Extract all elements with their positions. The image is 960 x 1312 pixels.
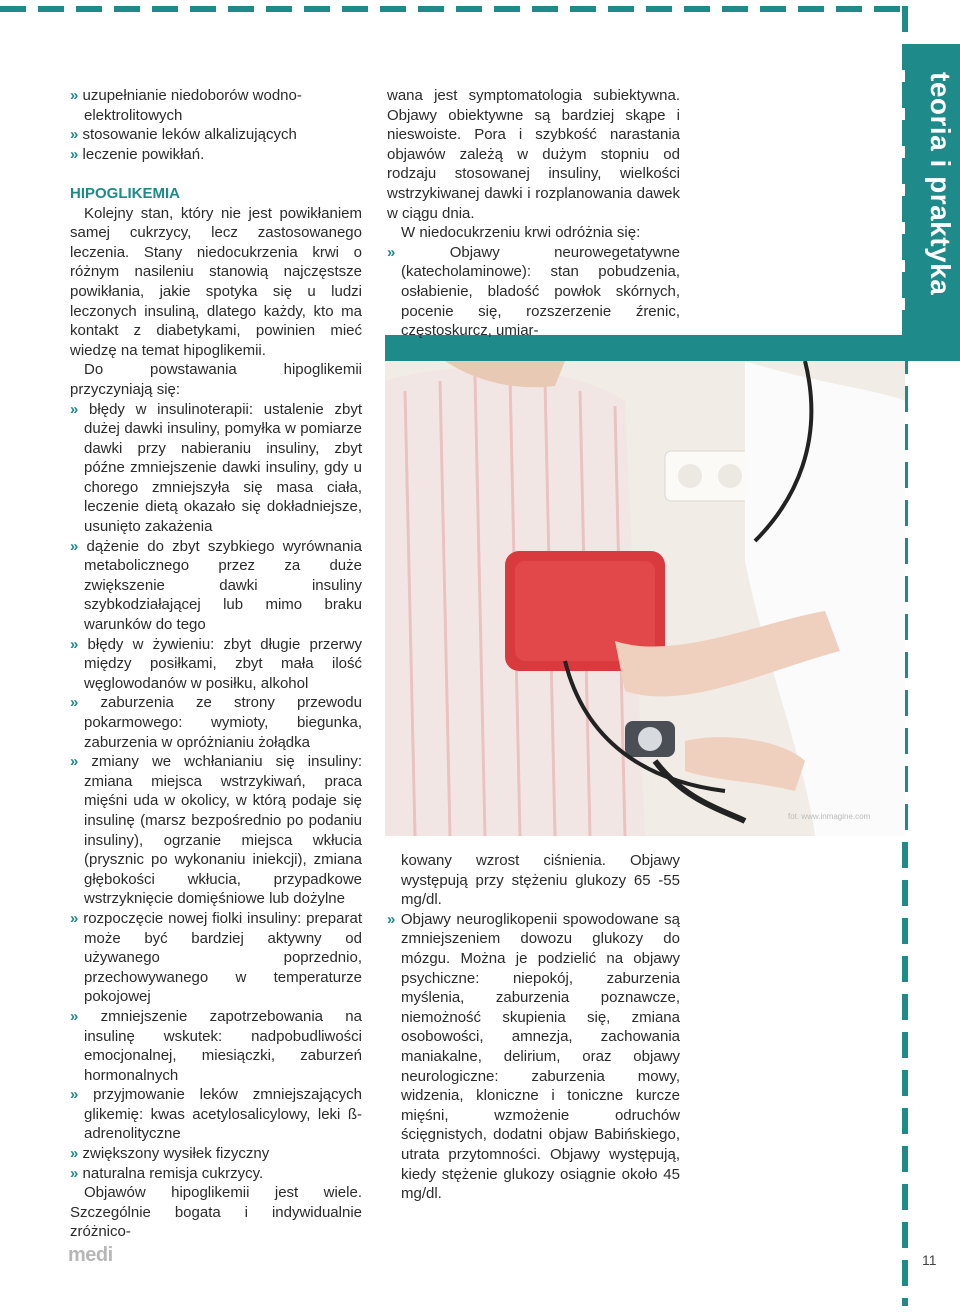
- list-item: » zmiany we wchłanianiu się insuliny: zmiana miejsca wstrzykiwań, praca mięśni uda w okolicy, w którą podaje się insulinę (marsz bezpośrednio po podaniu insuliny), ogrzanie miejsca wkłucia (prysznic po wykonaniu iniekcji), zmiana głębokości wkłucia, przypadkowe wstrzyknięcie domięśniowe lub dożylne: [70, 752, 362, 909]
- left-column: [70, 86, 362, 1242]
- paragraph: Kolejny stan, który nie jest powikłaniem samej cukrzycy, lecz zastosowanego leczenia. Stany niedocukrzenia krwi o różnym nasileniu stanowią najczęstsze powikłania, jakie spotyka się u ludzi leczonych insuliną, dlatego każdy, kto ma kontakt z diabetykami, powinien mieć wiedzę na temat hipoglikemii.: [70, 204, 362, 359]
- paragraph: Objawów hipoglikemii jest wiele. Szczególnie bogata i indywidualnie zróżnico-: [70, 1184, 362, 1241]
- list-item: » zmniejszenie zapotrzebowania na insulinę wskutek: nadpobudliwości emocjonalnej, miesiączki, zaburzeń hormonalnych: [70, 1007, 362, 1085]
- right-column-bottom: [387, 851, 680, 1204]
- photo-credit: fot. www.inmagine.com: [788, 812, 871, 821]
- paragraph: kowany wzrost ciśnienia. Objawy występują przy stężeniu glukozy 65 -55 mg/dl.: [401, 852, 680, 909]
- page-number: 11: [922, 1252, 937, 1268]
- right-column-top: [387, 86, 680, 341]
- top-dashed-border: [0, 6, 910, 12]
- publication-logo: medi: [68, 1244, 113, 1266]
- paragraph: Do powstawania hipoglikemii przyczyniają się:: [70, 361, 362, 398]
- list-item: » zaburzenia ze strony przewodu pokarmowego: wymioty, biegunka, zaburzenia w opróżnianiu żołądka: [70, 693, 362, 752]
- list-item: » leczenie powikłań.: [70, 145, 362, 165]
- list-item: » przyjmowanie leków zmniejszających glikemię: kwas acetylosalicylowy, leki ß-adrenolityczne: [70, 1085, 362, 1144]
- list-item: » rozpoczęcie nowej fiolki insuliny: preparat może być bardziej aktywny od używanego poprzednio, przechowywanego w temperaturze pokojowej: [70, 909, 362, 1007]
- list-item: » zwiększony wysiłek fizyczny: [70, 1144, 362, 1164]
- paragraph: W niedocukrzeniu krwi odróżnia się:: [401, 224, 641, 242]
- list-item: » stosowanie leków alkalizujących: [70, 125, 362, 145]
- list-item: » dążenie do zbyt szybkiego wyrównania metabolicznego przez za duże zwiększenie dawki insuliny szybkodziałającej lub mimo braku warunków do tego: [70, 537, 362, 635]
- list-item: » Objawy neuroglikopenii spowodowane są zmniejszeniem dowozu glukozy do mózgu. Można je podzielić na objawy psychiczne: niepokój, zaburzenia myślenia, zaburzenia poznawcze, niemożność skupienia się, zmiana osobowości, amnezja, zachowania maniakalne, delirium, oraz objawy neurologiczne: zaburzenia mowy, widzenia, kloniczne i toniczne kurcze mięśni, wzmożenie odruchów ścięgnistych, dodatni objaw Babińskiego, utrata przytomności. Objawy występują, kiedy stężenie glukozy osiągnie około 45 mg/dl.: [387, 910, 680, 1204]
- paragraph: wana jest symptomatologia subiektywna. Objawy obiektywne są bardziej skąpe i nieswoiste. Pora i szybkość narastania objawów zależą w dużym stopniu od rodzaju stosowanej insuliny, wielkości wstrzykiwanej dawki i rozplanowania dawek w ciągu dnia.: [387, 87, 680, 222]
- list-item: » naturalna remisja cukrzycy.: [70, 1164, 362, 1184]
- list-item: » błędy w żywieniu: zbyt długie przerwy między posiłkami, zbyt mała ilość węglowodanów w posiłku, alkohol: [70, 635, 362, 694]
- section-tab-label: teoria i praktyka: [925, 72, 956, 296]
- section-heading: HIPOGLIKEMIA: [70, 184, 181, 202]
- photo-illustration: [385, 361, 905, 836]
- blood-pressure-photo: [385, 361, 905, 836]
- list-item: » Objawy neurowegetatywne (katecholaminowe): stan pobudzenia, osłabienie, bladość powłok skórnych, pocenie się, rozszerzenie źrenic, częstoskurcz, umiar-: [387, 243, 680, 341]
- list-item: » błędy w insulinoterapii: ustalenie zbyt dużej dawki insuliny, pomyłka w pomiarze dawki przy nabieraniu insuliny, zbyt późne zmniejszenie dawki insuliny, gdy u chorego zmniejszyła się masa ciała, leczenie dietą okazało się dokładniejsze, usunięto zakażenia: [70, 400, 362, 537]
- list-item: » uzupełnianie niedoborów wodno-elektrolitowych: [70, 86, 362, 125]
